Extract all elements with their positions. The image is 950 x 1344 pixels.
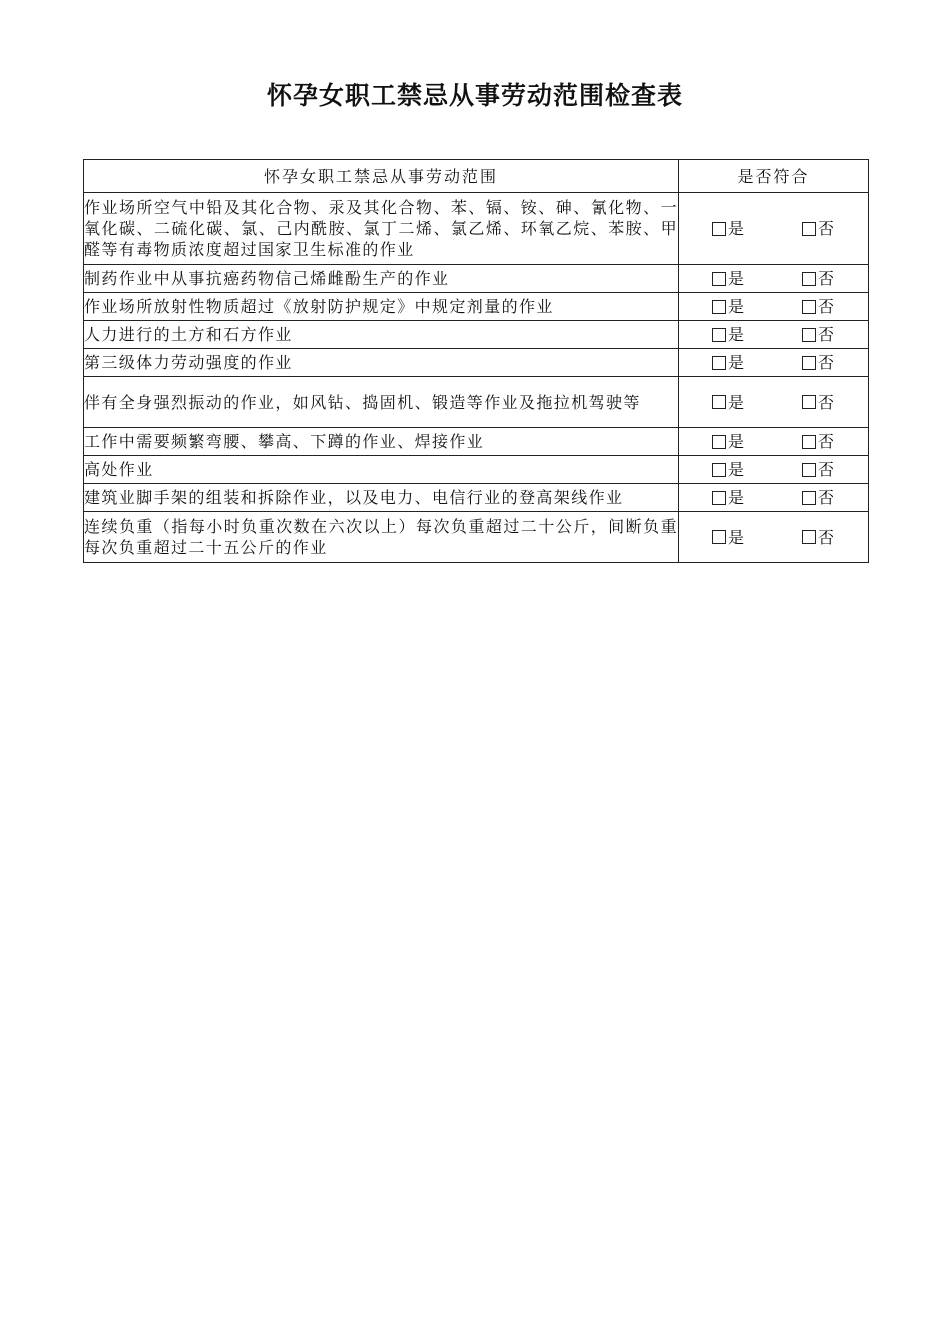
- yes-checkbox[interactable]: [712, 392, 744, 413]
- yes-checkbox[interactable]: [712, 268, 744, 289]
- checkbox-icon: [712, 463, 726, 477]
- no-label: 否: [817, 269, 834, 288]
- table-row: [84, 321, 869, 349]
- yes-label: 是: [728, 297, 745, 316]
- compliance-cell: [679, 484, 869, 512]
- table-row: [84, 265, 869, 293]
- checkbox-icon: [802, 272, 816, 286]
- yes-checkbox[interactable]: [712, 296, 744, 317]
- table-row: [84, 293, 869, 321]
- row-item-text: 作业场所空气中铅及其化合物、汞及其化合物、苯、镉、铵、砷、氰化物、一氧化碳、二硫化碳、氯、己内酰胺、氯丁二烯、氯乙烯、环氧乙烷、苯胺、甲醛等有毒物质浓度超过国家卫生标准的作业: [84, 193, 679, 265]
- compliance-cell: [679, 428, 869, 456]
- yes-checkbox[interactable]: [712, 324, 744, 345]
- yes-label: 是: [728, 460, 745, 479]
- page-title: 怀孕女职工禁忌从事劳动范围检查表: [266, 81, 683, 110]
- row-item-text: 人力进行的土方和石方作业: [84, 321, 679, 349]
- yes-checkbox[interactable]: [712, 459, 744, 480]
- table-row: [84, 349, 869, 377]
- compliance-cell: [679, 293, 869, 321]
- row-item-text: 伴有全身强烈振动的作业，如风钻、捣固机、锻造等作业及拖拉机驾驶等: [84, 377, 679, 428]
- no-checkbox[interactable]: [802, 296, 834, 317]
- checkbox-icon: [712, 395, 726, 409]
- table-row: [84, 193, 869, 265]
- row-item-text: 建筑业脚手架的组装和拆除作业，以及电力、电信行业的登高架线作业: [84, 484, 679, 512]
- row-item-text: 连续负重（指每小时负重次数在六次以上）每次负重超过二十公斤，间断负重每次负重超过二十五公斤的作业: [84, 512, 679, 563]
- no-label: 否: [817, 325, 834, 344]
- checkbox-icon: [712, 328, 726, 342]
- no-checkbox[interactable]: [802, 431, 834, 452]
- no-checkbox[interactable]: [802, 527, 834, 548]
- row-item-text: 工作中需要频繁弯腰、攀高、下蹲的作业、焊接作业: [84, 428, 679, 456]
- checkbox-icon: [802, 491, 816, 505]
- no-label: 否: [817, 297, 834, 316]
- table-row: [84, 512, 869, 563]
- compliance-cell: [679, 456, 869, 484]
- header-scope: 怀孕女职工禁忌从事劳动范围: [84, 160, 679, 193]
- yes-label: 是: [728, 527, 745, 547]
- row-item-text: 第三级体力劳动强度的作业: [84, 349, 679, 377]
- yes-label: 是: [728, 219, 745, 238]
- checkbox-icon: [802, 395, 816, 409]
- checkbox-icon: [712, 435, 726, 449]
- no-checkbox[interactable]: [802, 268, 834, 289]
- yes-checkbox[interactable]: [712, 431, 744, 452]
- compliance-cell: [679, 265, 869, 293]
- no-checkbox[interactable]: [802, 352, 834, 373]
- yes-checkbox[interactable]: [712, 352, 744, 373]
- checkbox-icon: [802, 435, 816, 449]
- checkbox-icon: [802, 328, 816, 342]
- yes-label: 是: [728, 392, 745, 412]
- row-item-text: 作业场所放射性物质超过《放射防护规定》中规定剂量的作业: [84, 293, 679, 321]
- checkbox-icon: [712, 222, 726, 236]
- row-item-text: 制药作业中从事抗癌药物信己烯雌酚生产的作业: [84, 265, 679, 293]
- yes-label: 是: [728, 432, 745, 451]
- no-checkbox[interactable]: [802, 218, 834, 239]
- no-label: 否: [817, 219, 834, 238]
- no-label: 否: [817, 432, 834, 451]
- no-checkbox[interactable]: [802, 392, 834, 413]
- compliance-cell: [679, 377, 869, 428]
- yes-checkbox[interactable]: [712, 487, 744, 508]
- compliance-cell: [679, 512, 869, 563]
- header-compliance: 是否符合: [679, 160, 869, 193]
- no-label: 否: [817, 353, 834, 372]
- no-checkbox[interactable]: [802, 487, 834, 508]
- table-row: [84, 428, 869, 456]
- no-label: 否: [817, 488, 834, 507]
- no-label: 否: [817, 392, 834, 412]
- compliance-cell: [679, 321, 869, 349]
- yes-label: 是: [728, 325, 745, 344]
- yes-checkbox[interactable]: [712, 527, 744, 548]
- checkbox-icon: [802, 300, 816, 314]
- checkbox-icon: [712, 272, 726, 286]
- compliance-cell: [679, 193, 869, 265]
- compliance-cell: [679, 349, 869, 377]
- checklist-table: [83, 159, 869, 563]
- checkbox-icon: [802, 530, 816, 544]
- yes-label: 是: [728, 269, 745, 288]
- no-label: 否: [817, 460, 834, 479]
- checkbox-icon: [712, 491, 726, 505]
- yes-checkbox[interactable]: [712, 218, 744, 239]
- checkbox-icon: [712, 356, 726, 370]
- checkbox-icon: [802, 463, 816, 477]
- yes-label: 是: [728, 353, 745, 372]
- no-checkbox[interactable]: [802, 324, 834, 345]
- no-label: 否: [817, 527, 834, 547]
- yes-label: 是: [728, 488, 745, 507]
- checkbox-icon: [802, 356, 816, 370]
- no-checkbox[interactable]: [802, 459, 834, 480]
- table-row: [84, 456, 869, 484]
- checkbox-icon: [712, 530, 726, 544]
- checkbox-icon: [712, 300, 726, 314]
- table-row: [84, 377, 869, 428]
- checkbox-icon: [802, 222, 816, 236]
- table-row: [84, 484, 869, 512]
- row-item-text: 高处作业: [84, 456, 679, 484]
